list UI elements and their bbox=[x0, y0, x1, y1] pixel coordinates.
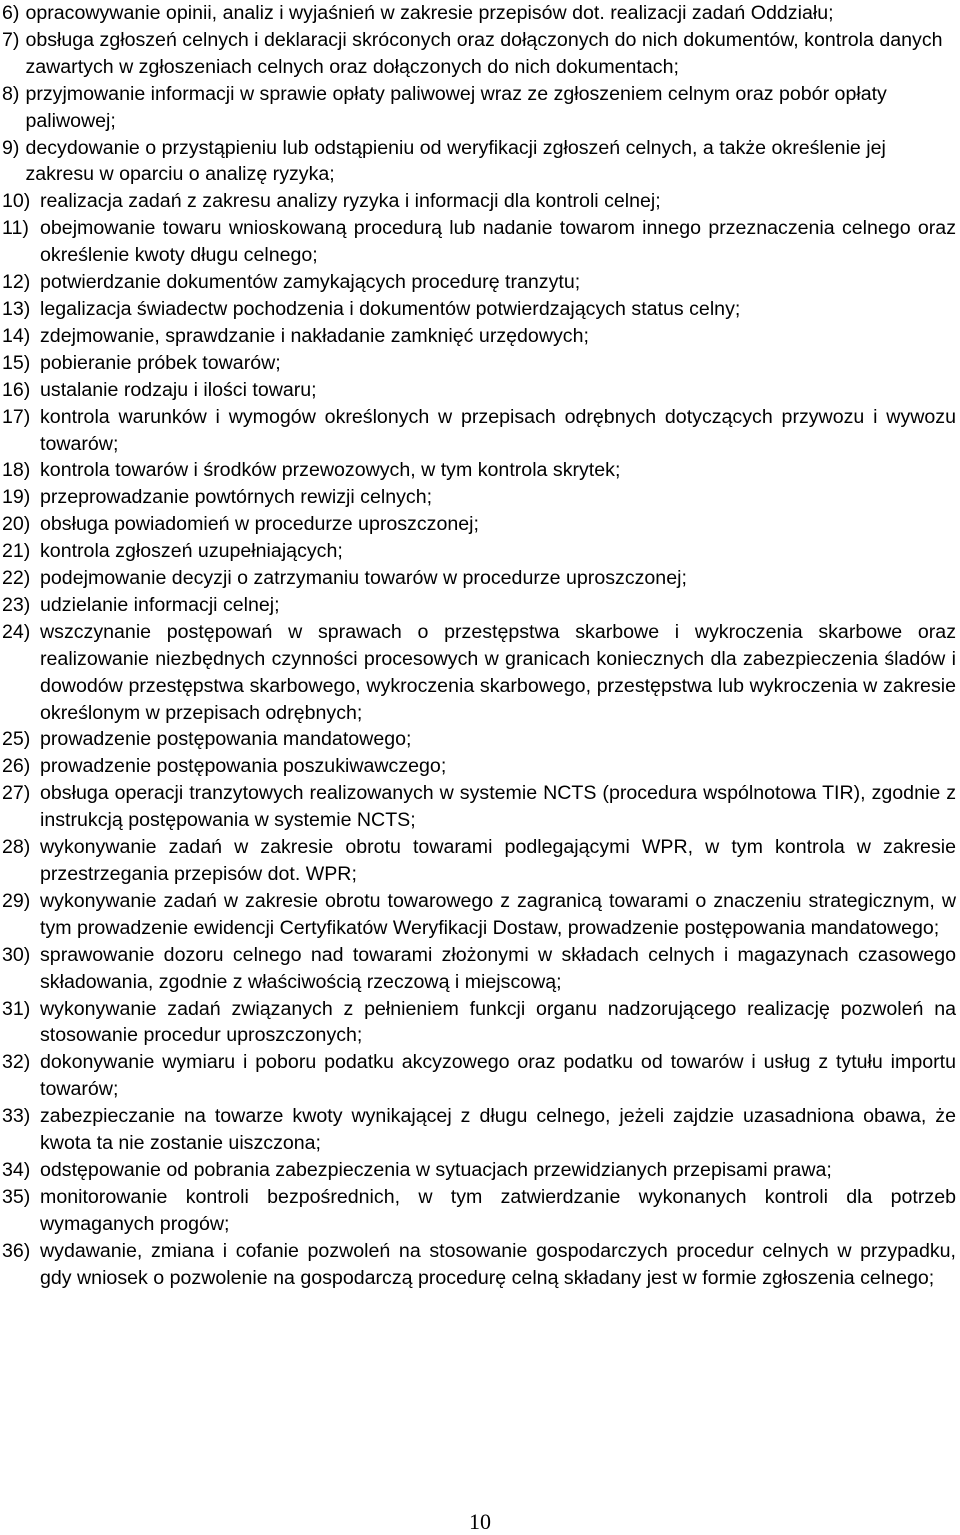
item-text: prowadzenie postępowania mandatowego; bbox=[40, 728, 412, 751]
item-number: 27) bbox=[2, 782, 31, 805]
item-number: 22) bbox=[2, 567, 31, 590]
item-text: obsługa zgłoszeń celnych i deklaracji skróconych oraz dołączonych do nich dokumentów, kontrola danych zawartych w zgłoszeniach celnych oraz dołączonych do nich dokumentach; bbox=[25, 28, 943, 78]
item-number: 14) bbox=[2, 324, 31, 347]
list-item bbox=[2, 511, 956, 538]
item-number: 7) bbox=[2, 28, 20, 51]
item-number: 6) bbox=[2, 2, 20, 24]
list-item bbox=[2, 780, 956, 834]
item-number: 24) bbox=[2, 620, 31, 643]
list-item bbox=[2, 404, 956, 458]
item-text: legalizacja świadectw pochodzenia i dokumentów potwierdzających status celny; bbox=[40, 297, 741, 320]
item-text: przyjmowanie informacji w sprawie opłaty paliwowej wraz ze zgłoszeniem celnym oraz pobór opłaty paliwowej; bbox=[25, 82, 887, 132]
list-item bbox=[2, 834, 956, 888]
list-item bbox=[2, 565, 956, 592]
item-text: kontrola warunków i wymogów określonych w przepisach odrębnych dotyczących przywozu i wywozu towarów; bbox=[40, 405, 956, 455]
item-number: 12) bbox=[2, 271, 31, 294]
item-number: 19) bbox=[2, 486, 31, 509]
item-text: zabezpieczanie na towarze kwoty wynikającej z długu celnego, jeżeli zajdzie uzasadniona obawa, że kwota ta nie zostanie uiszczona; bbox=[40, 1105, 956, 1155]
item-text: obsługa operacji tranzytowych realizowanych w systemie NCTS (procedura wspólnotowa TIR), zgodnie z instrukcją postępowania w systemie NCTS; bbox=[40, 782, 956, 832]
item-text: realizacja zadań z zakresu analizy ryzyka i informacji dla kontroli celnej; bbox=[40, 190, 661, 213]
page-number: 10 bbox=[469, 1509, 491, 1534]
list-item bbox=[2, 538, 956, 565]
list-item bbox=[2, 1238, 956, 1292]
list-item bbox=[2, 888, 956, 942]
item-number: 10) bbox=[2, 190, 31, 213]
list-item bbox=[2, 1103, 956, 1157]
item-number: 11) bbox=[2, 217, 29, 240]
list-item bbox=[2, 27, 956, 81]
list-item bbox=[2, 996, 956, 1050]
item-number: 8) bbox=[2, 82, 20, 105]
list-item bbox=[2, 726, 956, 753]
item-text: ustalanie rodzaju i ilości towaru; bbox=[40, 378, 317, 401]
list-item bbox=[2, 457, 956, 484]
item-text: sprawowanie dozoru celnego nad towarami złożonymi w składach celnych i magazynach czasowego składowania, zgodnie z właściwością rzeczową i miejscową; bbox=[40, 943, 956, 993]
item-number: 36) bbox=[2, 1239, 31, 1262]
item-number: 26) bbox=[2, 755, 31, 778]
list-item bbox=[2, 1157, 956, 1184]
item-text: wykonywanie zadań w zakresie obrotu towarami podlegającymi WPR, w tym kontrola w zakresie przestrzegania przepisów dot. WPR; bbox=[40, 836, 956, 885]
item-number: 16) bbox=[2, 378, 31, 401]
item-number: 34) bbox=[2, 1158, 31, 1181]
item-text: monitorowanie kontroli bezpośrednich, w tym zatwierdzanie wykonanych kontroli dla potrzeb wymaganych progów; bbox=[40, 1185, 956, 1235]
item-number: 17) bbox=[2, 405, 31, 428]
list-item bbox=[2, 350, 956, 377]
list-item bbox=[2, 377, 956, 404]
item-number: 21) bbox=[2, 540, 31, 563]
item-number: 29) bbox=[2, 889, 31, 912]
item-number: 28) bbox=[2, 836, 31, 859]
item-text: odstępowanie od pobrania zabezpieczenia w sytuacjach przewidzianych przepisami prawa; bbox=[40, 1158, 832, 1181]
item-text: kontrola towarów i środków przewozowych, w tym kontrola skrytek; bbox=[40, 459, 621, 482]
item-number: 30) bbox=[2, 943, 31, 966]
list-item bbox=[2, 1049, 956, 1103]
item-number: 18) bbox=[2, 459, 31, 482]
item-text: obsługa powiadomień w procedurze uproszczonej; bbox=[40, 513, 479, 536]
item-text: podejmowanie decyzji o zatrzymaniu towarów w procedurze uproszczonej; bbox=[40, 567, 687, 590]
list-item bbox=[2, 0, 956, 27]
item-number: 13) bbox=[2, 297, 31, 320]
item-text: opracowywanie opinii, analiz i wyjaśnień w zakresie przepisów dot. realizacji zadań Oddziału; bbox=[25, 2, 834, 24]
item-text: zdejmowanie, sprawdzanie i nakładanie zamknięć urzędowych; bbox=[40, 324, 589, 347]
item-number: 20) bbox=[2, 513, 31, 536]
list-item bbox=[2, 619, 956, 727]
item-number: 9) bbox=[2, 136, 20, 159]
item-text: wydawanie, zmiana i cofanie pozwoleń na stosowanie gospodarczych procedur celnych w przypadku, gdy wniosek o pozwolenie na gospodarczą procedurę celną składany jest w formie zgłoszenia celnego; bbox=[40, 1239, 956, 1289]
item-number: 15) bbox=[2, 351, 31, 374]
item-text: obejmowanie towaru wnioskowaną procedurą lub nadanie towarom innego przeznaczenia celnego oraz określenie kwoty długu celnego; bbox=[40, 217, 956, 267]
item-text: potwierdzanie dokumentów zamykających procedurę tranzytu; bbox=[40, 271, 581, 294]
list-item bbox=[2, 942, 956, 996]
item-number: 32) bbox=[2, 1051, 31, 1074]
item-text: dokonywanie wymiaru i poboru podatku akcyzowego oraz podatku od towarów i usług z tytułu importu towarów; bbox=[40, 1051, 956, 1101]
item-text: wykonywanie zadań w zakresie obrotu towarowego z zagranicą towarami o znaczeniu strategicznym, w tym prowadzenie ewidencji Certyfikatów Weryfikacji Dostaw, prowadzenie postępowania mandatowego; bbox=[40, 889, 956, 939]
item-text: przeprowadzanie powtórnych rewizji celnych; bbox=[40, 486, 433, 509]
item-text: udzielanie informacji celnej; bbox=[40, 593, 280, 616]
list-item bbox=[2, 215, 956, 269]
list-item bbox=[2, 592, 956, 619]
list-item bbox=[2, 188, 956, 215]
task-list bbox=[2, 0, 956, 1292]
list-item bbox=[2, 484, 956, 511]
item-text: decydowanie o przystąpieniu lub odstąpieniu od weryfikacji zgłoszeń celnych, a także określenie jej zakresu w oparciu o analizę ryzyka; bbox=[25, 136, 886, 186]
item-text: kontrola zgłoszeń uzupełniających; bbox=[40, 540, 343, 563]
item-text: pobieranie próbek towarów; bbox=[40, 351, 281, 374]
item-number: 25) bbox=[2, 728, 31, 751]
item-text: wszczynanie postępowań w sprawach o przestępstwa skarbowe i wykroczenia skarbowe oraz realizowanie niezbędnych czynności procesowych w granicach koniecznych dla zabezpieczenia śladów i dowodów przestępstwa skarbowego, wykroczenia skarbowego, przestępstwa lub wykroczenia w zakresie określonym w przepisach odrębnych; bbox=[40, 620, 956, 724]
list-item bbox=[2, 135, 956, 189]
item-number: 23) bbox=[2, 593, 31, 616]
item-number: 33) bbox=[2, 1105, 31, 1128]
item-number: 35) bbox=[2, 1185, 31, 1208]
list-item bbox=[2, 269, 956, 296]
item-text: prowadzenie postępowania poszukiwawczego; bbox=[40, 755, 447, 778]
item-text: wykonywanie zadań związanych z pełnieniem funkcji organu nadzorującego realizację pozwoleń na stosowanie procedur uproszczonych; bbox=[40, 997, 956, 1047]
item-number: 31) bbox=[2, 997, 31, 1020]
list-item bbox=[2, 323, 956, 350]
list-item bbox=[2, 296, 956, 323]
list-item bbox=[2, 1184, 956, 1238]
list-item bbox=[2, 753, 956, 780]
list-item bbox=[2, 81, 956, 135]
